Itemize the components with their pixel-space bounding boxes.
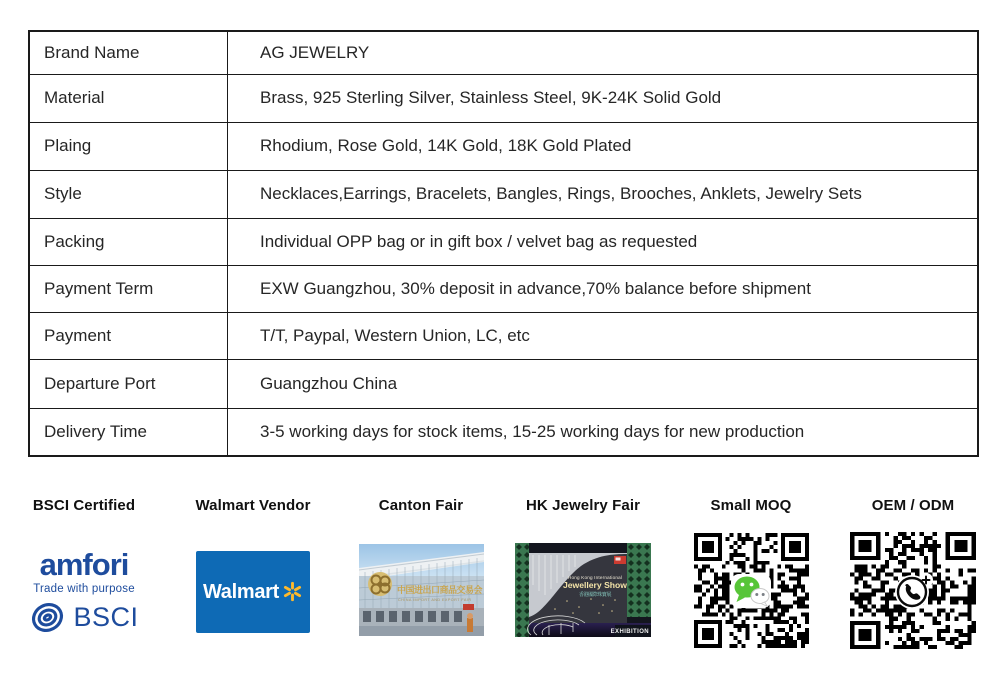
spec-row-label: Material xyxy=(29,74,228,122)
spec-row-value: Necklaces,Earrings, Bracelets, Bangles, Rings, Brooches, Anklets, Jewelry Sets xyxy=(228,170,979,218)
spec-row-value: Individual OPP bag or in gift box / velvet bag as requested xyxy=(228,218,979,265)
spark-icon xyxy=(282,581,303,602)
table-row xyxy=(29,408,978,456)
bsci-wordmark: BSCI xyxy=(73,602,139,632)
spec-row-value: T/T, Paypal, Western Union, LC, etc xyxy=(228,312,979,359)
golden-flower-emblem xyxy=(368,572,392,596)
badge-label: Small MOQ xyxy=(710,497,792,514)
spec-row-label: Style xyxy=(29,170,228,218)
spec-row-value: EXW Guangzhou, 30% deposit in advance,70% balance before shipment xyxy=(228,265,979,312)
spec-table xyxy=(28,30,979,457)
spec-row-value: AG JEWELRY xyxy=(228,31,979,74)
amfori-tagline: Trade with purpose xyxy=(33,583,135,595)
badge-bsci-certified xyxy=(16,497,152,636)
hk-jewelry-fair-photo xyxy=(515,543,651,637)
walmart-logo xyxy=(196,551,310,633)
spec-row-label: Departure Port xyxy=(29,359,228,408)
spec-row-value: Brass, 925 Sterling Silver, Stainless Steel, 9K-24K Solid Gold xyxy=(228,74,979,122)
spec-row-label: Brand Name xyxy=(29,31,228,74)
spec-row-label: Payment xyxy=(29,312,228,359)
badge-small-moq xyxy=(683,497,819,648)
wechat-icon xyxy=(730,572,772,610)
spec-row-label: Plaing xyxy=(29,122,228,170)
badge-label: BSCI Certified xyxy=(32,497,136,514)
whatsapp-qr-code xyxy=(850,532,976,649)
badge-hk-jewelry-fair xyxy=(515,497,651,637)
walmart-wordmark: Walmart xyxy=(202,580,280,603)
amfori-wordmark: amfori xyxy=(39,547,129,582)
table-row xyxy=(29,74,978,122)
spec-row-label: Delivery Time xyxy=(29,408,228,456)
hk-line3-text: 香港國際珠寶展 xyxy=(578,592,612,598)
hk-line1-text: Hong Kong International xyxy=(567,575,623,580)
badge-label: Walmart Vendor xyxy=(195,497,311,514)
badge-oem-odm xyxy=(845,497,981,649)
spec-row-value: 3-5 working days for stock items, 15-25 working days for new production xyxy=(228,408,979,456)
spec-row-label: Packing xyxy=(29,218,228,265)
spiral-icon xyxy=(29,599,66,636)
spec-row-label: Payment Term xyxy=(29,265,228,312)
table-row xyxy=(29,312,978,359)
table-row xyxy=(29,122,978,170)
hk-exhibition-text: EXHIBITION xyxy=(610,629,649,635)
badge-label: HK Jewelry Fair xyxy=(525,497,641,514)
whatsapp-icon xyxy=(890,568,936,614)
spec-row-value: Rhodium, Rose Gold, 14K Gold, 18K Gold Plated xyxy=(228,122,979,170)
badge-canton-fair xyxy=(353,497,489,636)
table-row xyxy=(29,265,978,312)
wechat-qr-code xyxy=(694,533,809,648)
canton-en-text: CHINA IMPORT AND EXPORT FAIR xyxy=(397,598,471,602)
table-row xyxy=(29,218,978,265)
canton-fair-photo xyxy=(359,544,484,636)
badge-label: Canton Fair xyxy=(378,497,464,514)
badge-label: OEM / ODM xyxy=(871,497,955,514)
table-row xyxy=(29,170,978,218)
amfori-bsci-logo xyxy=(25,549,143,636)
canton-cn-text: 中国进出口商品交易会 xyxy=(396,585,482,595)
hk-line2-text: Jewellery Show xyxy=(562,580,628,590)
badge-walmart-vendor xyxy=(185,497,321,633)
table-row xyxy=(29,359,978,408)
table-row xyxy=(29,31,978,74)
spec-row-value: Guangzhou China xyxy=(228,359,979,408)
